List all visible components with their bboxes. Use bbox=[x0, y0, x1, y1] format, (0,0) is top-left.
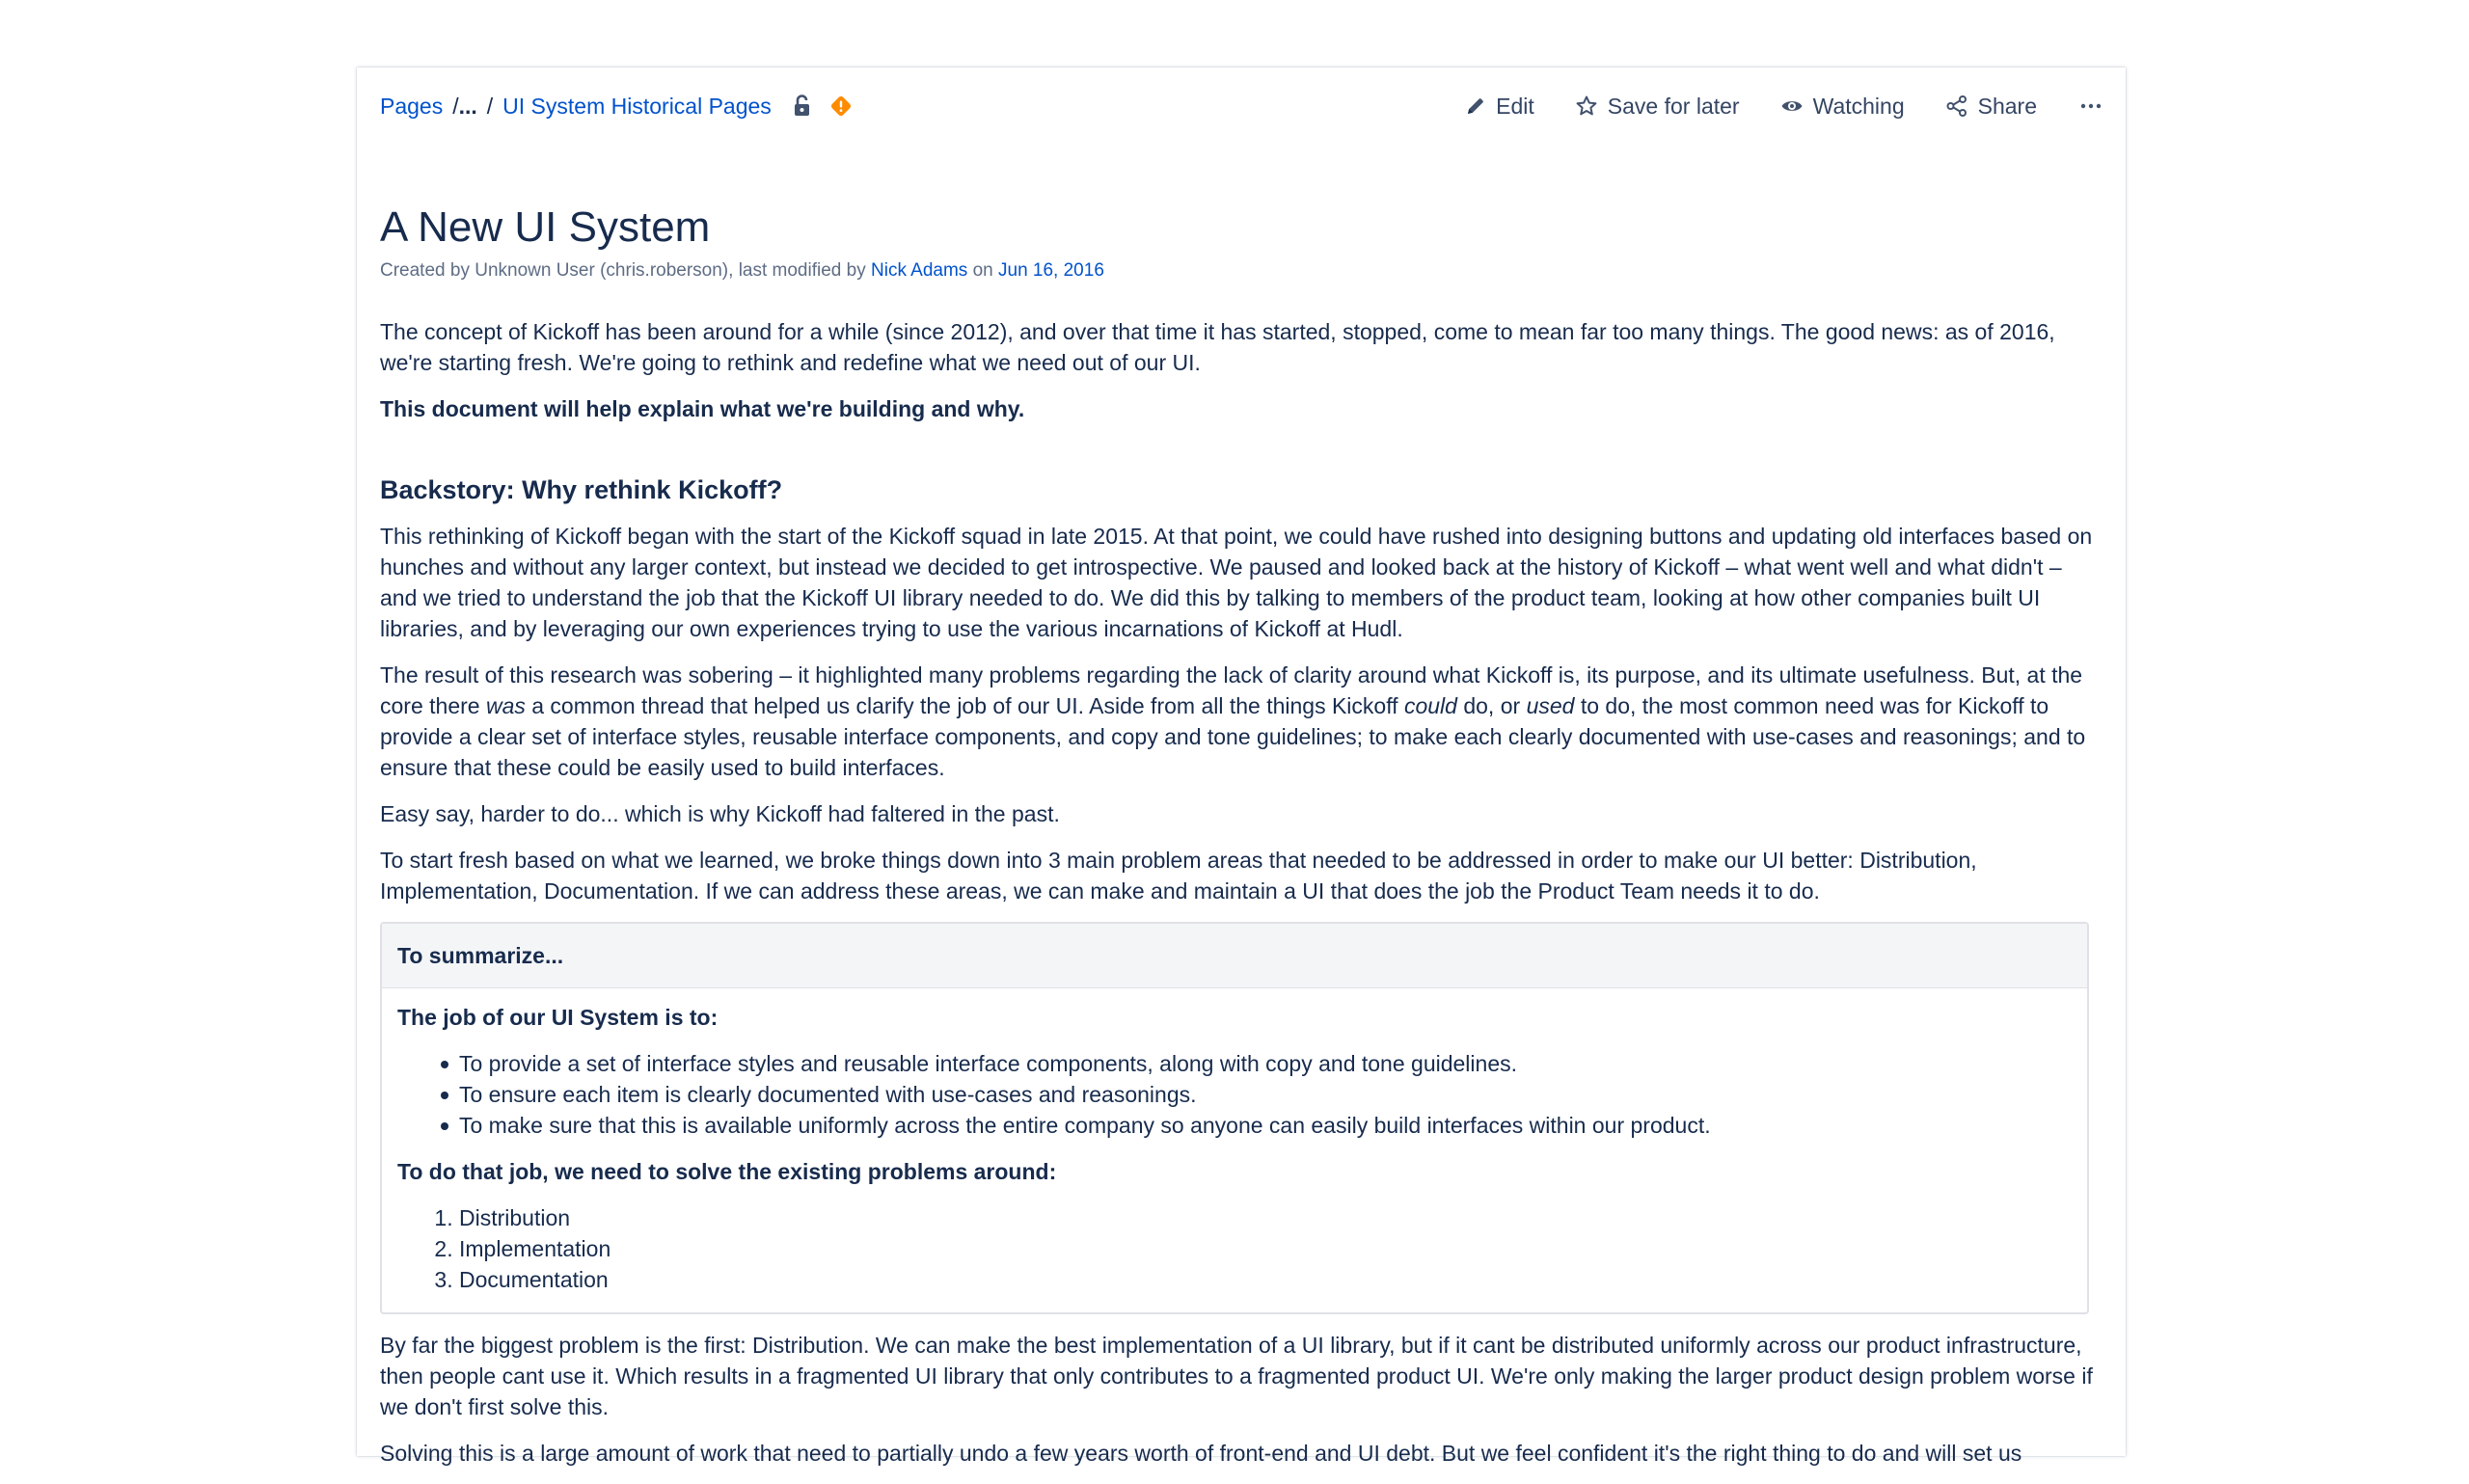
closing-paragraph: Solving this is a large amount of work that need to partially undo a few years worth of front-end and UI debt. But we feel confident it's the right thing to do and will set us bbox=[380, 1441, 2022, 1466]
breadcrumb bbox=[380, 89, 853, 123]
byline-on: on bbox=[972, 260, 993, 281]
page-actions bbox=[1424, 89, 2103, 123]
italic-run: was bbox=[485, 693, 526, 718]
edit-button[interactable] bbox=[1465, 94, 1534, 120]
italic-run: could bbox=[1403, 693, 1457, 718]
text-run: The result of this research was sobering – it highlighted many problems regarding the lack of clarity around what Kickoff is, its purpose, and its ultimate usefulness. But, at the core there bbox=[380, 662, 2083, 718]
watching-button[interactable] bbox=[1780, 94, 1905, 120]
problems-heading: To do that job, we need to solve the existing problems around: bbox=[397, 1159, 1057, 1184]
share-button[interactable] bbox=[1945, 94, 2037, 120]
list-item: To provide a set of interface styles and reusable interface components, along with copy and tone guidelines. bbox=[459, 1048, 2072, 1079]
author-link[interactable]: Nick Adams bbox=[871, 260, 968, 281]
italic-run: used bbox=[1526, 693, 1575, 718]
more-horizontal-icon bbox=[2079, 94, 2103, 118]
warning-diamond-icon[interactable] bbox=[829, 94, 853, 118]
summary-panel bbox=[380, 922, 2089, 1314]
page-card bbox=[357, 67, 2126, 1466]
share-icon bbox=[1945, 94, 1968, 118]
text-run: to do, the most common need was for Kickoff to provide a clear set of interface styles, reusable interface components, and copy and tone guidelines; to make each clearly documented with use-cases and reasonings; and to ensure that these could be easily used to build interfaces. bbox=[380, 693, 2086, 780]
distribution-paragraph: By far the biggest problem is the first: Distribution. We can make the best implementation of a UI library, but if it cant be distributed uniformly across our product infrastructure, then people cant use it. Which results in a fragmented UI library that only contributes to a fragmented product UI. We're only making the larger product design problem worse if we don't first solve this. bbox=[380, 1333, 2093, 1419]
breadcrumb-ellipsis[interactable]: ... bbox=[458, 93, 477, 119]
breadcrumb-separator: / bbox=[486, 93, 494, 119]
backstory-paragraph-4: To start fresh based on what we learned, we broke things down into 3 main problem areas that needed to be addressed in order to make our UI better: Distribution, Implementation, Documentation. If we can address these areas, we can make and maintain a UI that does the job the Product Team needs it to do. bbox=[380, 848, 1977, 904]
date-link[interactable]: Jun 16, 2016 bbox=[998, 260, 1104, 281]
list-item: 3. Documentation bbox=[459, 1264, 2072, 1295]
breadcrumb-parent-link[interactable]: UI System Historical Pages bbox=[502, 93, 772, 119]
star-icon bbox=[1575, 94, 1598, 118]
text-run: a common thread that helped us clarify the job of our UI. Aside from all the things Kickoff bbox=[525, 693, 1404, 718]
save-for-later-label: Save for later bbox=[1607, 93, 1740, 119]
intro-bold-paragraph: This document will help explain what we're building and why. bbox=[380, 396, 1025, 421]
unlock-icon[interactable] bbox=[793, 94, 814, 118]
list-item: To ensure each item is clearly documented with use-cases and reasonings. bbox=[459, 1079, 2072, 1110]
summary-panel-body bbox=[382, 988, 2087, 1312]
job-heading: The job of our UI System is to: bbox=[397, 1005, 719, 1030]
backstory-paragraph-2 bbox=[380, 660, 2103, 783]
summary-panel-title: To summarize... bbox=[382, 924, 2087, 988]
share-label: Share bbox=[1977, 93, 2037, 119]
page-body bbox=[380, 316, 2103, 1484]
list-item: 2. Implementation bbox=[459, 1233, 2072, 1264]
backstory-heading: Backstory: Why rethink Kickoff? bbox=[380, 475, 783, 504]
edit-label: Edit bbox=[1496, 93, 1534, 119]
job-list bbox=[397, 1048, 2072, 1141]
backstory-paragraph-1: This rethinking of Kickoff began with the start of the Kickoff squad in late 2015. At that point, we could have rushed into designing buttons and updating old interfaces based on hunches and without any larger context, but instead we decided to get introspective. We paused and looked back at the history of Kickoff – what went well and what didn't – and we tried to understand the job that the Kickoff UI library needed to do. We did this by talking to members of the product team, looking at how other companies built UI libraries, and by leveraging our own experiences trying to use the various incarnations of Kickoff at Hudl. bbox=[380, 524, 2093, 641]
intro-paragraph: The concept of Kickoff has been around for a while (since 2012), and over that time it has started, stopped, come to mean far too many things. The good news: as of 2016, we're starting fresh. We're going to rethink and redefine what we need out of our UI. bbox=[380, 319, 2055, 375]
breadcrumb-pages-link[interactable]: Pages bbox=[380, 93, 444, 119]
page-byline bbox=[380, 260, 1104, 282]
eye-icon bbox=[1780, 94, 1804, 118]
list-item: 1. Distribution bbox=[459, 1202, 2072, 1233]
byline-prefix: Created by Unknown User (chris.roberson), last modified by bbox=[380, 260, 866, 281]
breadcrumb-separator: / bbox=[452, 93, 459, 119]
pencil-icon bbox=[1465, 95, 1486, 117]
more-actions-button[interactable] bbox=[2079, 94, 2103, 118]
save-for-later-button[interactable] bbox=[1575, 94, 1740, 120]
backstory-paragraph-3: Easy say, harder to do... which is why Kickoff had faltered in the past. bbox=[380, 801, 1060, 826]
page-title: A New UI System bbox=[380, 203, 711, 251]
problems-list bbox=[397, 1202, 2072, 1295]
text-run: do, or bbox=[1456, 693, 1527, 718]
watching-label: Watching bbox=[1812, 93, 1905, 119]
list-item: To make sure that this is available uniformly across the entire company so anyone can easily build interfaces within our product. bbox=[459, 1110, 2072, 1141]
page-header-bar bbox=[380, 89, 2103, 123]
